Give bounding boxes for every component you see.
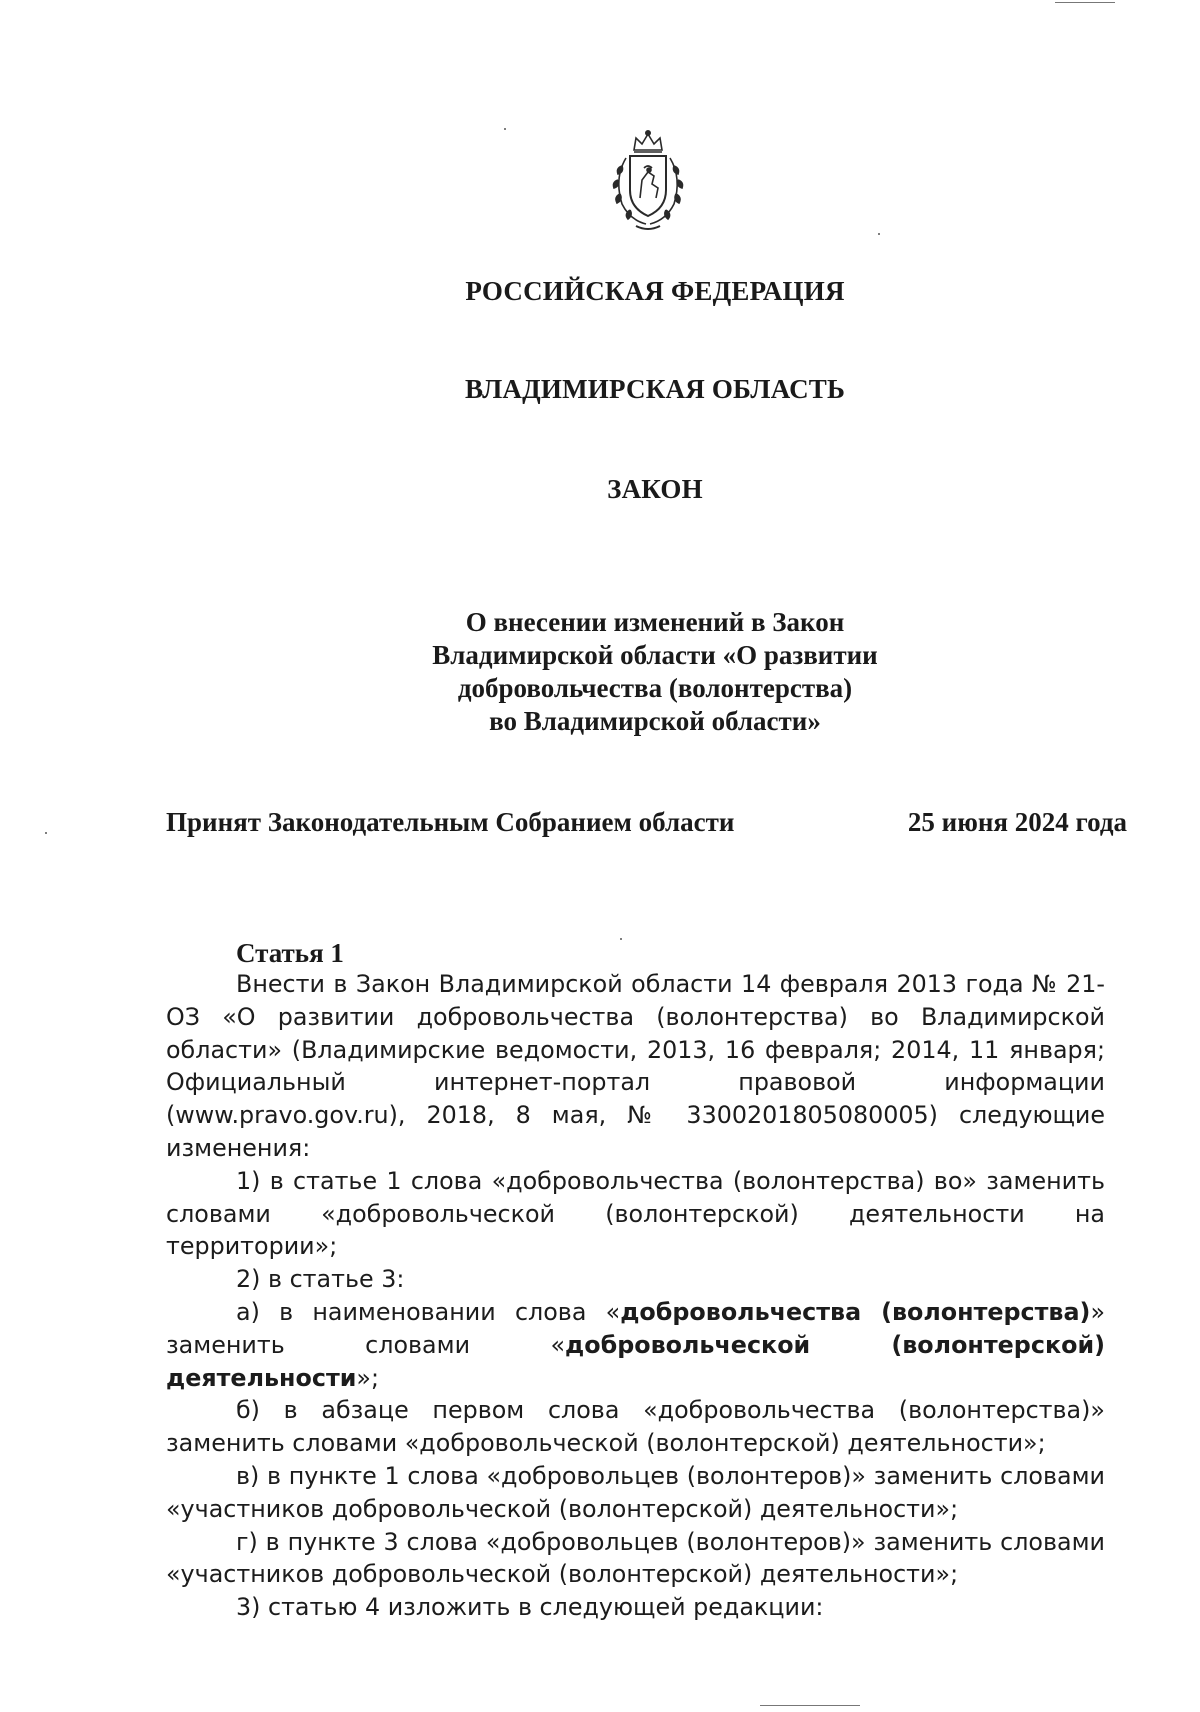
- law-title-line: во Владимирской области»: [489, 706, 821, 736]
- article-heading: Статья 1: [236, 938, 344, 968]
- amendment-item-2: 2) в статье 3:: [236, 1265, 405, 1294]
- law-title: [0, 606, 1200, 738]
- scan-artifact: [504, 128, 506, 130]
- country-heading: РОССИЙСКАЯ ФЕДЕРАЦИЯ: [465, 276, 845, 306]
- scan-artifact: [878, 233, 880, 235]
- article-body: [166, 968, 1105, 1624]
- amendment-bold-text: добровольчества (волонтерства): [620, 1297, 1091, 1326]
- amendment-bold-text: добровольческой (волонтерской) деятельности: [166, 1330, 1105, 1392]
- amendment-text: а) в наименовании слова «: [236, 1297, 621, 1326]
- amendment-item-3: 3) статью 4 изложить в следующей редакции:: [236, 1593, 824, 1622]
- region-heading: ВЛАДИМИРСКАЯ ОБЛАСТЬ: [464, 374, 846, 404]
- law-title-line: Владимирской области «О развитии: [432, 640, 878, 670]
- scan-artifact: [620, 938, 622, 940]
- scan-artifact: [760, 1705, 860, 1706]
- document-type-heading: ЗАКОН: [607, 474, 703, 504]
- amendment-item-2a: [166, 1296, 1105, 1394]
- amendment-text: »;: [356, 1363, 379, 1392]
- amendment-item-2g: г) в пункте 3 слова «добровольцев (волонтеров)» заменить словами «участников добровольческой (волонтерской) деятельности»;: [166, 1527, 1105, 1589]
- amendment-item-1: 1) в статье 1 слова «добровольчества (волонтерства) во» заменить словами «добровольческой (волонтерской) деятельности на территории»;: [166, 1166, 1105, 1261]
- article-intro-paragraph: Внести в Закон Владимирской области 14 февраля 2013 года № 21-ОЗ «О развитии добровольчества (волонтерства) во Владимирской области» (Владимирские ведомости, 2013, 16 февраля; 2014, 11 января; Официальный интернет-портал правовой информации (www.pravo.gov.ru), 2018, 8 мая, № 3300201805080005) следующие изменения:: [166, 970, 1105, 1162]
- amendment-item-2v: в) в пункте 1 слова «добровольцев (волонтеров)» заменить словами «участников добровольческой (волонтерской) деятельности»;: [166, 1461, 1105, 1523]
- law-title-line: О внесении изменений в Закон: [465, 607, 845, 637]
- amendment-text: » заменить словами «: [166, 1297, 1105, 1359]
- scan-artifact: [45, 832, 47, 834]
- coat-of-arms-icon: [600, 128, 696, 232]
- scan-artifact: [1055, 2, 1115, 3]
- amendment-item-2b: б) в абзаце первом слова «добровольчества (волонтерства)» заменить словами «добровольческой (волонтерской) деятельности»;: [166, 1396, 1105, 1458]
- adopted-by: Принят Законодательным Собранием области: [166, 807, 735, 837]
- adoption-date: 25 июня 2024 года: [907, 807, 1127, 837]
- law-title-line: добровольчества (волонтерства): [457, 673, 853, 703]
